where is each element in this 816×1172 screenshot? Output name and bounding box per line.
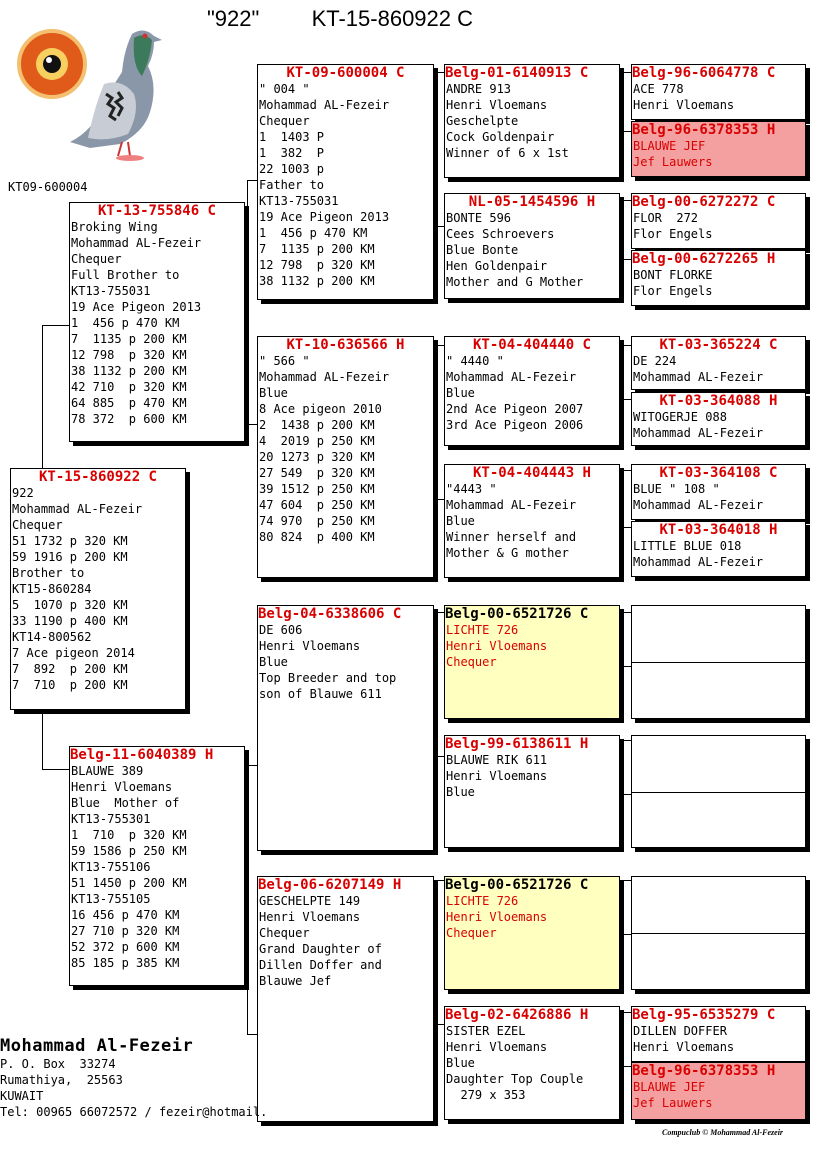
detail-line: 7 1135 p 200 KM xyxy=(259,242,375,256)
detail-line: 80 824 p 400 KM xyxy=(259,530,375,544)
ring-number: Belg-04-6338606 C xyxy=(258,606,402,622)
detail-line: WITOGERJE 088 xyxy=(633,410,727,424)
detail-line: Henri Vloemans xyxy=(633,1040,735,1054)
detail-line: Henri Vloemans xyxy=(446,98,548,112)
detail-line: 4 2019 p 250 KM xyxy=(259,434,375,448)
detail-line: LICHTE 726 xyxy=(446,894,519,908)
detail-line: BLAUWE 389 xyxy=(71,764,144,778)
detail-line: 42 710 p 320 KM xyxy=(71,380,187,394)
detail-line: Dillen Doffer and xyxy=(259,958,382,972)
detail-line: Chequer xyxy=(446,655,497,669)
detail-line: Brother to xyxy=(12,566,85,580)
software-credit: Compuclub © Mohammad Al-Fezeir xyxy=(662,1128,784,1137)
detail-line: Rumathiya, 25563 xyxy=(0,1073,123,1087)
photo-caption: KT09-600004 xyxy=(8,180,88,194)
pedigree-card-gen5-13 xyxy=(631,876,806,934)
detail-line: 5 1070 p 320 KM xyxy=(12,598,128,612)
pedigree-card-gen5-10 xyxy=(631,662,806,719)
detail-line: Henri Vloemans xyxy=(71,780,173,794)
detail-line: 2 1438 p 200 KM xyxy=(259,418,375,432)
pedigree-card-gen5-6 xyxy=(631,392,806,446)
owner-name: Mohammad Al-Fezeir xyxy=(0,1036,194,1056)
pedigree-card-gen5-7 xyxy=(631,464,806,520)
detail-line: KT14-800562 xyxy=(12,630,92,644)
detail-line: Tel: 00965 66072572 / fezeir@hotmail. xyxy=(0,1105,268,1119)
ring-number: Belg-02-6426886 H xyxy=(445,1007,589,1023)
detail-line: 1 1403 P xyxy=(259,130,325,144)
ring-number: KT-03-364018 H xyxy=(659,522,778,538)
card-details xyxy=(258,622,433,702)
detail-line: BLAUWE RIK 611 xyxy=(446,753,548,767)
detail-line: Grand Daughter of xyxy=(259,942,382,956)
pedigree-card-gen4-5 xyxy=(444,605,620,719)
detail-line: Mohammad AL-Fezeir xyxy=(259,98,390,112)
detail-line: Mohammad AL-Fezeir xyxy=(12,502,143,516)
detail-line: KT15-860284 xyxy=(12,582,92,596)
pedigree-card-dam xyxy=(69,746,245,986)
detail-line: 27 710 p 320 KM xyxy=(71,924,180,938)
pedigree-card-gen5-9 xyxy=(631,605,806,663)
card-details xyxy=(445,81,619,161)
detail-line: SISTER EZEL xyxy=(446,1024,526,1038)
detail-line: Jef Lauwers xyxy=(633,1096,713,1110)
detail-line: 1 456 p 470 KM xyxy=(259,226,368,240)
detail-line: 22 1003 p xyxy=(259,162,325,176)
detail-line: Blue xyxy=(446,785,475,799)
detail-line: 38 1132 p 200 KM xyxy=(259,274,375,288)
detail-line: Mohammad AL-Fezeir xyxy=(259,370,390,384)
detail-line: 279 x 353 xyxy=(446,1088,526,1102)
detail-line: Jef Lauwers xyxy=(633,155,713,169)
detail-line: 78 372 p 600 KM xyxy=(71,412,187,426)
detail-line: 1 456 p 470 KM xyxy=(71,316,180,330)
card-details xyxy=(258,81,433,289)
detail-line: Chequer xyxy=(12,518,63,532)
ring-number: Belg-96-6064778 C xyxy=(632,65,776,81)
pedigree-card-gen5-15 xyxy=(631,1006,806,1062)
pedigree-card-gen5-3 xyxy=(631,193,806,249)
detail-line: Henri Vloemans xyxy=(446,1040,548,1054)
ring-number: KT-09-600004 C xyxy=(286,65,405,81)
ring-number: Belg-00-6272272 C xyxy=(632,194,776,210)
detail-line: 47 604 p 250 KM xyxy=(259,498,375,512)
card-details xyxy=(11,485,185,693)
ring-number: KT-03-364108 C xyxy=(659,465,778,481)
card-details xyxy=(632,210,805,242)
detail-line: 64 885 p 470 KM xyxy=(71,396,187,410)
detail-line: Mohammad AL-Fezeir xyxy=(633,370,764,384)
detail-line: Blue xyxy=(446,514,475,528)
detail-line: Cock Goldenpair xyxy=(446,130,555,144)
detail-line: 59 1586 p 250 KM xyxy=(71,844,187,858)
pedigree-card-gen5-11 xyxy=(631,735,806,793)
detail-line: Daughter Top Couple xyxy=(446,1072,584,1086)
pedigree-card-gen4-4 xyxy=(444,464,620,578)
card-details xyxy=(632,538,805,570)
pedigree-card-gen4-6 xyxy=(444,735,620,848)
detail-line: KT13-755106 xyxy=(71,860,151,874)
detail-line: 7 Ace pigeon 2014 xyxy=(12,646,135,660)
pedigree-card-gen3-4 xyxy=(257,876,434,1122)
pedigree-card-gen3-2 xyxy=(257,336,434,578)
detail-line: 74 970 p 250 KM xyxy=(259,514,375,528)
pedigree-card-gen4-7 xyxy=(444,876,620,990)
detail-line: Henri Vloemans xyxy=(259,639,361,653)
detail-line: 7 1135 p 200 KM xyxy=(71,332,187,346)
pigeon-name: "922" xyxy=(207,6,260,31)
card-details xyxy=(445,893,619,941)
detail-line: 12 798 p 320 KM xyxy=(71,348,187,362)
detail-line: Mother & G mother xyxy=(446,546,569,560)
detail-line: 39 1512 p 250 KM xyxy=(259,482,375,496)
card-details xyxy=(632,138,805,170)
detail-line: 52 372 p 600 KM xyxy=(71,940,180,954)
detail-line: 19 Ace Pigeon 2013 xyxy=(71,300,202,314)
pedigree-title xyxy=(207,6,473,32)
detail-line: " 566 " xyxy=(259,354,310,368)
detail-line: Henri Vloemans xyxy=(446,769,548,783)
pedigree-card-subject xyxy=(10,468,186,710)
detail-line: 38 1132 p 200 KM xyxy=(71,364,187,378)
detail-line: Blue xyxy=(259,386,288,400)
detail-line: Mohammad AL-Fezeir xyxy=(71,236,202,250)
detail-line: Blue Mother of xyxy=(71,796,180,810)
card-details xyxy=(445,353,619,433)
pedigree-card-gen3-1 xyxy=(257,64,434,300)
detail-line: BONTE 596 xyxy=(446,211,512,225)
detail-line: Mohammad AL-Fezeir xyxy=(633,426,764,440)
ring-number: KT-04-404443 H xyxy=(472,465,591,481)
detail-line: KT13-755301 xyxy=(71,812,151,826)
detail-line: Blauwe Jef xyxy=(259,974,332,988)
detail-line: 27 549 p 320 KM xyxy=(259,466,375,480)
detail-line: FLOR 272 xyxy=(633,211,699,225)
pedigree-card-gen5-16 xyxy=(631,1062,806,1120)
ring-number: KT-13-755846 C xyxy=(97,203,216,219)
pedigree-card-gen3-3 xyxy=(257,605,434,851)
detail-line: "4443 " xyxy=(446,482,497,496)
detail-line: 33 1190 p 400 KM xyxy=(12,614,128,628)
detail-line: 19 Ace Pigeon 2013 xyxy=(259,210,390,224)
detail-line: KT13-755031 xyxy=(71,284,151,298)
ring-number: Belg-00-6272265 H xyxy=(632,251,776,267)
ring-number: Belg-95-6535279 C xyxy=(632,1007,776,1023)
detail-line: Father to xyxy=(259,178,325,192)
ring-number: NL-05-1454596 H xyxy=(468,194,596,210)
ring-number: KT-04-404440 C xyxy=(472,337,591,353)
detail-line: Henri Vloemans xyxy=(446,910,548,924)
pigeon-photo xyxy=(14,14,174,164)
detail-line: BLAUWE JEF xyxy=(633,139,706,153)
card-details xyxy=(632,409,805,441)
detail-line: Chequer xyxy=(259,926,310,940)
ring-number: Belg-96-6378353 H xyxy=(632,122,776,138)
card-details xyxy=(70,763,244,971)
detail-line: Winner herself and xyxy=(446,530,577,544)
detail-line: 8 Ace pigeon 2010 xyxy=(259,402,382,416)
detail-line: 922 xyxy=(12,486,34,500)
owner-address xyxy=(0,1056,267,1120)
detail-line: 20 1273 p 320 KM xyxy=(259,450,375,464)
detail-line: Mother and G Mother xyxy=(446,275,584,289)
detail-line: Winner of 6 x 1st xyxy=(446,146,569,160)
detail-line: Flor Engels xyxy=(633,284,713,298)
pedigree-card-gen4-8 xyxy=(444,1006,620,1120)
card-details xyxy=(445,1023,619,1103)
card-details xyxy=(258,353,433,545)
card-details xyxy=(445,210,619,290)
detail-line: LITTLE BLUE 018 xyxy=(633,539,742,553)
detail-line: BLAUWE JEF xyxy=(633,1080,706,1094)
detail-line: " 004 " xyxy=(259,82,310,96)
pedigree-card-gen4-3 xyxy=(444,336,620,446)
detail-line: Mohammad AL-Fezeir xyxy=(446,370,577,384)
detail-line: 51 1450 p 200 KM xyxy=(71,876,187,890)
detail-line: DILLEN DOFFER xyxy=(633,1024,727,1038)
pedigree-card-gen5-4 xyxy=(631,250,806,306)
ring-number: Belg-06-6207149 H xyxy=(258,877,402,893)
detail-line: Geschelpte xyxy=(446,114,519,128)
detail-line: 51 1732 p 320 KM xyxy=(12,534,128,548)
ring-number: Belg-11-6040389 H xyxy=(70,747,214,763)
pedigree-card-gen5-2 xyxy=(631,121,806,177)
detail-line: 3rd Ace Pigeon 2006 xyxy=(446,418,584,432)
detail-line: Mohammad AL-Fezeir xyxy=(446,498,577,512)
detail-line: DE 224 xyxy=(633,354,677,368)
detail-line: ACE 778 xyxy=(633,82,684,96)
detail-line: Henri Vloemans xyxy=(259,910,361,924)
detail-line: GESCHELPTE 149 xyxy=(259,894,361,908)
detail-line: Full Brother to xyxy=(71,268,180,282)
detail-line: 12 798 p 320 KM xyxy=(259,258,375,272)
card-details xyxy=(632,1023,805,1055)
pedigree-card-gen5-8 xyxy=(631,521,806,577)
detail-line: Blue xyxy=(446,1056,475,1070)
pedigree-card-gen5-14 xyxy=(631,933,806,990)
card-details xyxy=(632,353,805,385)
pedigree-card-gen5-5 xyxy=(631,336,806,390)
ring-number: KT-15-860922 C xyxy=(38,469,157,485)
detail-line: 7 710 p 200 KM xyxy=(12,678,128,692)
detail-line: " 4440 " xyxy=(446,354,504,368)
detail-line: ANDRE 913 xyxy=(446,82,512,96)
pedigree-card-sire xyxy=(69,202,245,442)
detail-line: 16 456 p 470 KM xyxy=(71,908,180,922)
detail-line: 1 382 P xyxy=(259,146,325,160)
card-details xyxy=(632,481,805,513)
card-details xyxy=(70,219,244,427)
detail-line: BLUE " 108 " xyxy=(633,482,720,496)
ring-number: Belg-96-6378353 H xyxy=(632,1063,776,1079)
detail-line: Chequer xyxy=(259,114,310,128)
detail-line: Chequer xyxy=(71,252,122,266)
ring-number: KT-10-636566 H xyxy=(286,337,405,353)
detail-line: son of Blauwe 611 xyxy=(259,687,382,701)
pedigree-card-gen4-2 xyxy=(444,193,620,299)
pedigree-card-gen5-12 xyxy=(631,792,806,848)
detail-line: Henri Vloemans xyxy=(633,98,735,112)
detail-line: Top Breeder and top xyxy=(259,671,397,685)
card-details xyxy=(632,267,805,299)
detail-line: Blue xyxy=(446,386,475,400)
detail-line: 2nd Ace Pigeon 2007 xyxy=(446,402,584,416)
ring-number: Belg-00-6521726 C xyxy=(445,606,589,622)
connector xyxy=(42,325,43,470)
detail-line: Chequer xyxy=(446,926,497,940)
pedigree-card-gen5-1 xyxy=(631,64,806,120)
detail-line: Mohammad AL-Fezeir xyxy=(633,498,764,512)
card-details xyxy=(445,622,619,670)
detail-line: BONT FLORKE xyxy=(633,268,713,282)
ring-number: Belg-01-6140913 C xyxy=(445,65,589,81)
detail-line: Mohammad AL-Fezeir xyxy=(633,555,764,569)
ring-number: Belg-99-6138611 H xyxy=(445,736,589,752)
detail-line: 59 1916 p 200 KM xyxy=(12,550,128,564)
detail-line: Blue xyxy=(259,655,288,669)
detail-line: Henri Vloemans xyxy=(446,639,548,653)
detail-line: Hen Goldenpair xyxy=(446,259,548,273)
detail-line: Cees Schroevers xyxy=(446,227,555,241)
detail-line: P. O. Box 33274 xyxy=(0,1057,116,1071)
detail-line: 85 185 p 385 KM xyxy=(71,956,180,970)
detail-line: KT13-755105 xyxy=(71,892,151,906)
ring-number: KT-03-365224 C xyxy=(659,337,778,353)
ring-number: Belg-00-6521726 C xyxy=(445,877,589,893)
detail-line: KT13-755031 xyxy=(259,194,339,208)
card-details xyxy=(445,481,619,561)
card-details xyxy=(632,81,805,113)
detail-line: DE 606 xyxy=(259,623,303,637)
detail-line: LICHTE 726 xyxy=(446,623,519,637)
card-details xyxy=(258,893,433,989)
detail-line: Blue Bonte xyxy=(446,243,519,257)
owner-block xyxy=(0,1036,267,1120)
detail-line: 7 892 p 200 KM xyxy=(12,662,128,676)
card-details xyxy=(445,752,619,800)
pigeon-ring: KT-15-860922 C xyxy=(311,6,474,31)
detail-line: Broking Wing xyxy=(71,220,158,234)
ring-number: KT-03-364088 H xyxy=(659,393,778,409)
card-details xyxy=(632,1079,805,1111)
detail-line: Flor Engels xyxy=(633,227,713,241)
detail-line: 1 710 p 320 KM xyxy=(71,828,187,842)
detail-line: KUWAIT xyxy=(0,1089,44,1103)
pedigree-card-gen4-1 xyxy=(444,64,620,178)
